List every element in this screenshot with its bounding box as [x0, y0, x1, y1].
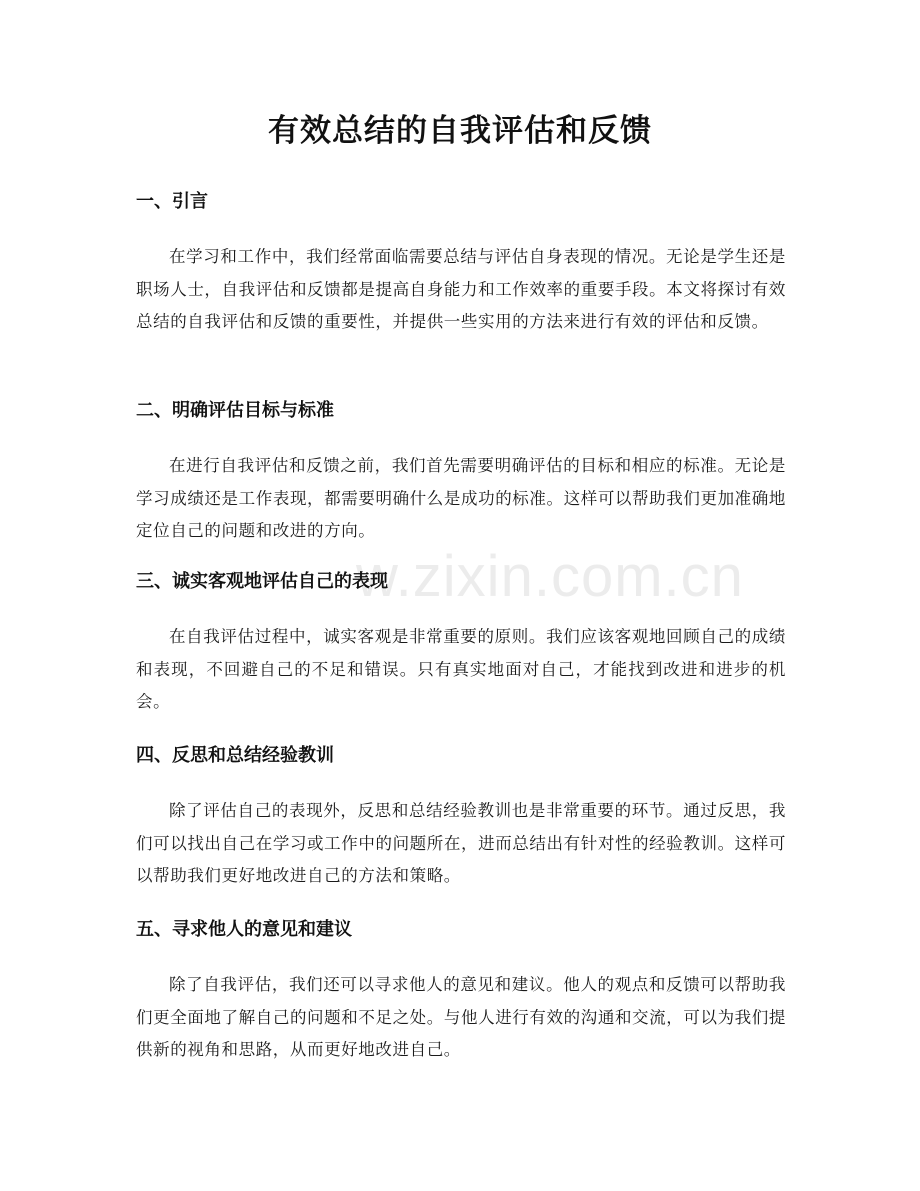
section-seek-advice: [136, 916, 786, 1067]
section-heading: 四、反思和总结经验教训: [136, 745, 334, 766]
document-title: 有效总结的自我评估和反馈: [268, 113, 652, 149]
section-paragraph: 除了评估自己的表现外，反思和总结经验教训也是非常重要的环节。通过反思，我们可以找出自己在学习或工作中的问题所在，进而总结出有针对性的经验教训。这样可以帮助我们更好地改进自己的方法和策略。: [136, 801, 786, 885]
section-honest-assessment: [136, 568, 786, 719]
section-reflection: [136, 742, 786, 893]
section-introduction: [136, 188, 786, 339]
section-heading: 二、明确评估目标与标准: [136, 400, 334, 421]
section-paragraph: 在进行自我评估和反馈之前，我们首先需要明确评估的目标和相应的标准。无论是学习成绩还是工作表现，都需要明确什么是成功的标准。这样可以帮助我们更加准确地定位自己的问题和改进的方向。: [136, 456, 786, 540]
section-paragraph: 在学习和工作中，我们经常面临需要总结与评估自身表现的情况。无论是学生还是职场人士，自我评估和反馈都是提高自身能力和工作效率的重要手段。本文将探讨有效总结的自我评估和反馈的重要性，并提供一些实用的方法来进行有效的评估和反馈。: [136, 247, 786, 331]
section-heading: 一、引言: [136, 191, 208, 212]
watermark: w.zixin.com.cn: [356, 544, 744, 609]
section-heading: 三、诚实客观地评估自己的表现: [136, 571, 388, 592]
section-goals-and-standards: [136, 397, 786, 548]
section-heading: 五、寻求他人的意见和建议: [136, 919, 352, 940]
section-paragraph: 除了自我评估，我们还可以寻求他人的意见和建议。他人的观点和反馈可以帮助我们更全面地了解自己的问题和不足之处。与他人进行有效的沟通和交流，可以为我们提供新的视角和思路，从而更好地改进自己。: [136, 975, 786, 1059]
section-paragraph: 在自我评估过程中，诚实客观是非常重要的原则。我们应该客观地回顾自己的成绩和表现，不回避自己的不足和错误。只有真实地面对自己，才能找到改进和进步的机会。: [136, 627, 786, 711]
